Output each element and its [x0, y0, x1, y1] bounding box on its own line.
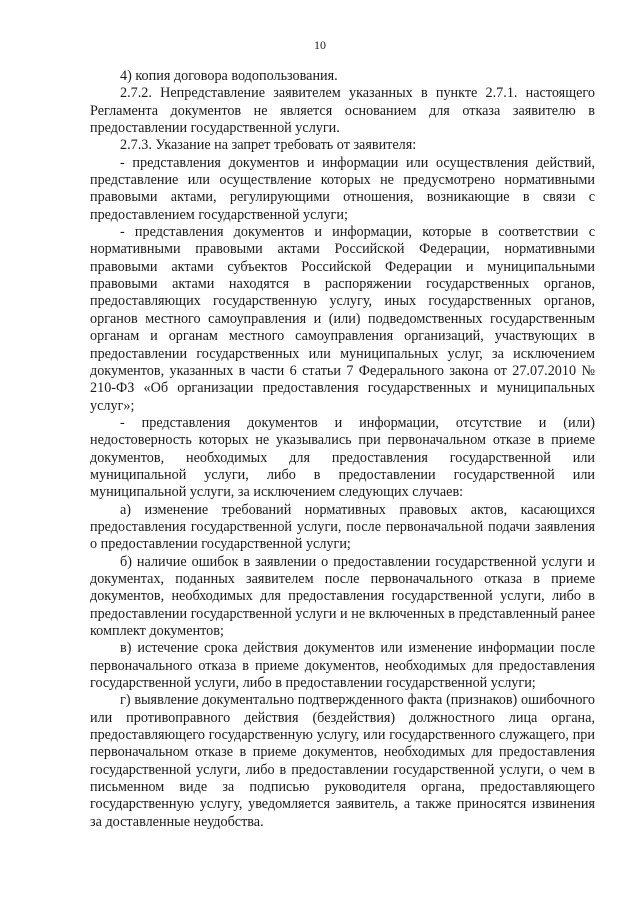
page-number: 10 [314, 38, 326, 52]
paragraph-item-4: 4) копия договора водопользования. [120, 68, 338, 84]
paragraph-list-item-2: - представления документов и информации, которые в соответствии с нормативными правовыми актами Российской Федерации, нормативными правовыми актами субъектов Российской Федерации и муниципальными правовыми актами находятся в распоряжении государственных органов, предоставляющих государственную услугу, иных государственных органов, органов местного самоуправления и (или) подведомственных государственным органам и органам местного самоуправления организаций, участвующих в предоставлении государственных или муниципальных услуг, за исключением документов, указанных в части 6 статьи 7 Федерального закона от 27.07.2010 № 210-ФЗ «Об организации предоставления государственных и муниципальных услуг»; [90, 224, 595, 414]
document-body [90, 68, 595, 831]
paragraph-list-item-3: - представления документов и информации, отсутствие и (или) недостоверность которых не указывались при первоначальном отказе в приеме документов, необходимых для предоставления государственной или муниципальной услуги, либо в предоставлении государственной или муниципальной услуги, за исключением следующих случаев: [90, 414, 595, 501]
paragraph-case-a: а) изменение требований нормативных правовых актов, касающихся предоставления государственной услуги, после первоначальной подачи заявления о предоставлении государственной услуги; [90, 501, 595, 553]
paragraph-2-7-2: 2.7.2. Непредставление заявителем указанных в пункте 2.7.1. настоящего Регламента документов не является основанием для отказа заявителю в предоставлении государственной услуги. [90, 85, 595, 137]
paragraph-2-7-3-heading: 2.7.3. Указание на запрет требовать от заявителя: [120, 137, 417, 154]
paragraph-case-v: в) истечение срока действия документов или изменение информации после первоначального отказа в приеме документов, необходимых для предоставления государственной услуги, либо в предоставлении государственной услуги; [90, 640, 595, 692]
paragraph-list-item-1: - представления документов и информации или осуществления действий, представление или осуществление которых не предусмотрено нормативными правовыми актами, регулирующими отношения, возникающие в связи с предоставлением государственной услуги; [90, 154, 595, 223]
paragraph-case-b: б) наличие ошибок в заявлении о предоставлении государственной услуги и документах, поданных заявителем после первоначального отказа в приеме документов, необходимых для предоставления государственной услуги, либо в предоставлении государственной услуги и не включенных в представленный ранее комплект документов; [90, 553, 595, 639]
paragraph-case-g: г) выявление документально подтвержденного факта (признаков) ошибочного или противоправного действия (бездействия) должностного лица органа, предоставляющего государственную услугу, или государственного служащего, при первоначальном отказе в приеме документов, необходимых для предоставления государственной услуги, либо в предоставлении государственной услуги, о чем в письменном виде за подписью руководителя органа, предоставляющего государственную услугу, уведомляется заявитель, а также приносятся извинения за доставленные неудобства. [90, 692, 595, 830]
